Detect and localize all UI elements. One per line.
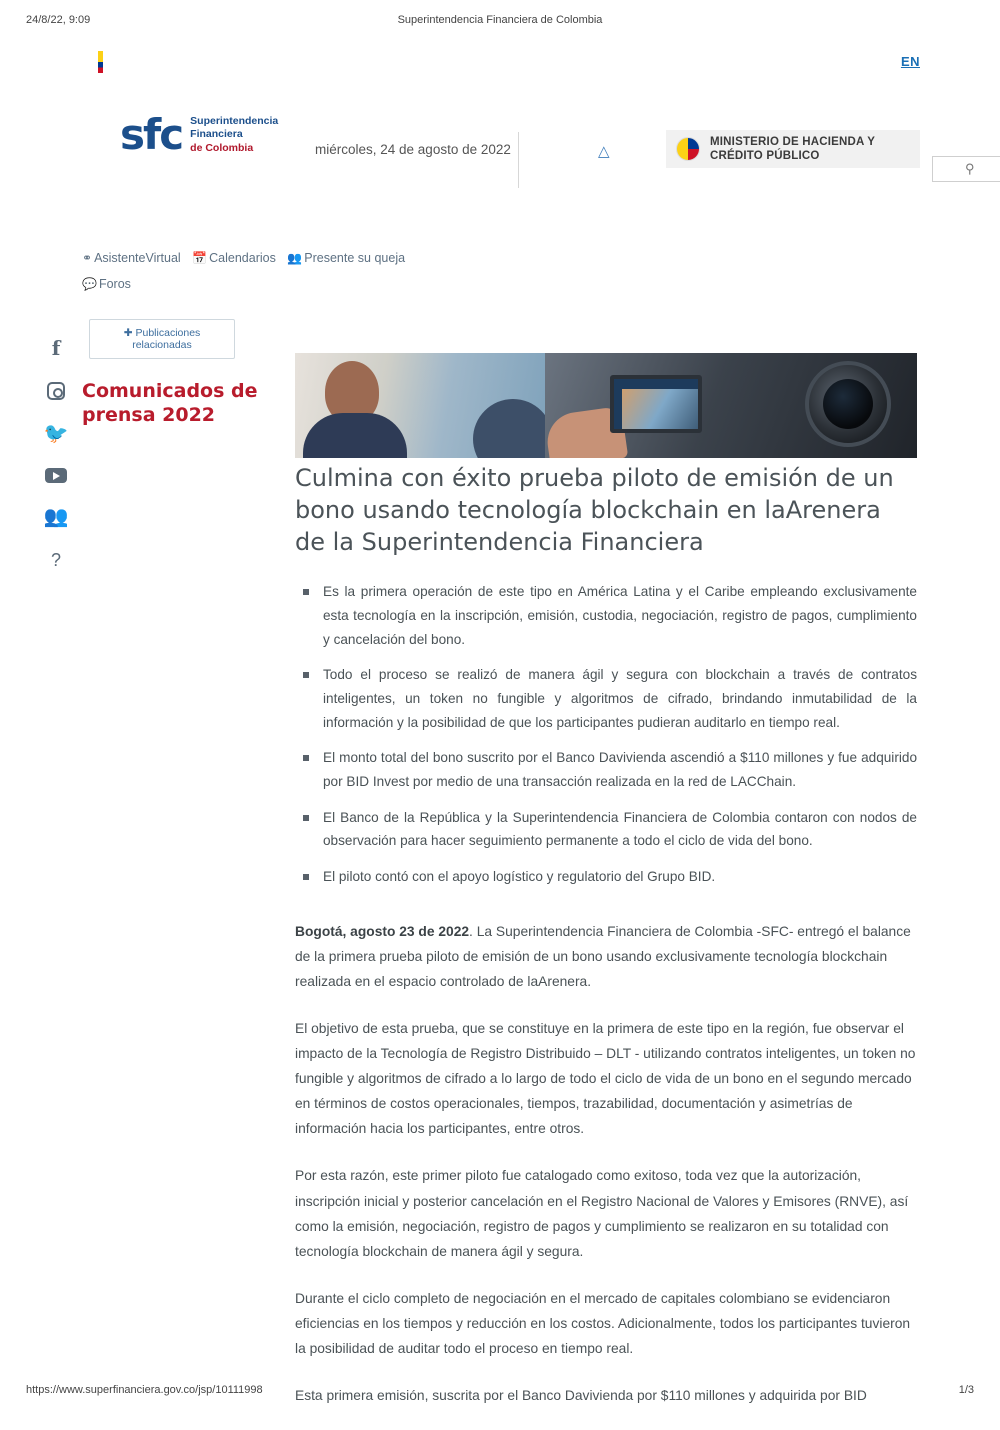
print-date: 24/8/22, 9:09 bbox=[26, 14, 91, 26]
print-footer bbox=[0, 1384, 1000, 1396]
ministry-banner[interactable] bbox=[666, 130, 920, 168]
sfc-logo[interactable] bbox=[120, 110, 279, 159]
header-divider bbox=[518, 132, 519, 188]
youtube-icon[interactable] bbox=[45, 468, 67, 483]
print-page-number: 1/3 bbox=[958, 1384, 974, 1396]
facebook-icon[interactable]: f bbox=[51, 336, 61, 360]
article-paragraph-4: Durante el ciclo completo de negociación en el mercado de capitales colombiano se evidenciaron eficiencias en los tiempos y reducción en los costos. Adicionalmente, todos los participantes tuvieron la posibilidad de auditar todo el proceso en tiempo real. bbox=[295, 1290, 911, 1357]
list-item: El piloto contó con el apoyo logístico y regulatorio del Grupo BID. bbox=[319, 865, 917, 889]
nav-label-calendarios: Calendarios bbox=[209, 251, 276, 265]
instagram-icon[interactable] bbox=[47, 382, 65, 400]
article-paragraph-5: Esta primera emisión, suscrita por el Banco Davivienda por $110 millones y adquirida por BID bbox=[295, 1388, 867, 1404]
ministry-seal-icon bbox=[676, 137, 700, 161]
article-paragraph-1 bbox=[295, 919, 917, 994]
list-item: El Banco de la República y la Superintendencia Financiera de Colombia contaron con nodos de observación para hacer seguimiento permanente a todo el ciclo de vida del bono. bbox=[319, 806, 917, 853]
ministry-label bbox=[710, 135, 875, 164]
nav-label-presente-su-queja: Presente su queja bbox=[304, 251, 406, 265]
location-icon: ⚭ bbox=[82, 251, 93, 265]
print-header bbox=[0, 14, 1000, 26]
twitter-icon[interactable]: 🐦 bbox=[43, 423, 69, 445]
sfc-logo-line1: Superintendencia bbox=[190, 115, 279, 128]
ministry-line-2: CRÉDITO PÚBLICO bbox=[710, 150, 820, 162]
sidebar-section-title: Comunicados de prensa 2022 bbox=[82, 380, 258, 426]
search-input[interactable] bbox=[932, 156, 1000, 182]
nav-item-foros[interactable] bbox=[82, 277, 131, 291]
top-language-bar bbox=[0, 46, 1000, 80]
related-publications-label: Publicaciones relacionadas bbox=[132, 327, 201, 351]
article-highlights bbox=[295, 580, 917, 888]
article-paragraph-3: Por esta razón, este primer piloto fue catalogado como exitoso, toda vez que la autorización, inscripción inicial y posterior cancelación en el Registro Nacional de Valores y Emisores (RNVE), así como la emisión, negociación, registro de pagos y cumplimiento se realizaron en su totalidad con tecnología blockchain de manera ágil y segura. bbox=[295, 1168, 909, 1259]
nav-label-foros: Foros bbox=[98, 276, 131, 291]
hero-camera-screen bbox=[610, 375, 702, 433]
site-header bbox=[0, 100, 1000, 192]
article-title: Culmina con éxito prueba piloto de emisión de un bono usando tecnología blockchain en laArenera de la Superintendencia Financiera bbox=[295, 464, 894, 557]
article-hero-image bbox=[295, 353, 917, 458]
help-icon[interactable]: ? bbox=[50, 550, 61, 570]
nav-item-calendarios[interactable] bbox=[192, 251, 276, 265]
print-url: https://www.superfinanciera.gov.co/jsp/10111998 bbox=[26, 1384, 263, 1396]
article-paragraph-2: El objetivo de esta prueba, que se constituye en la primera de este tipo en la región, fue observar el impacto de la Tecnología de Registro Distribuido – DLT - utilizando contratos inteligentes, un token no fungible y algoritmos de cifrado a lo largo de todo el ciclo de vida de un bono en el segundo mercado en términos de costos operacionales, tiempos, trazabilidad, documentación y asimetrías de información hacia los participantes, entre otros. bbox=[295, 1020, 916, 1137]
article-dateline: Bogotá, agosto 23 de 2022 bbox=[295, 923, 470, 939]
article-body bbox=[295, 919, 917, 1409]
hero-camera-lens-inner bbox=[823, 379, 873, 429]
utility-nav bbox=[82, 246, 582, 297]
plus-icon: ✚ bbox=[123, 327, 133, 339]
sfc-logo-line3: de Colombia bbox=[190, 141, 254, 154]
article bbox=[295, 462, 917, 1430]
colombia-flag-icon bbox=[98, 51, 103, 73]
print-doc-title: Superintendencia Financiera de Colombia bbox=[397, 14, 603, 26]
nav-item-presente-su-queja[interactable] bbox=[287, 251, 405, 265]
sfc-logo-words bbox=[190, 115, 278, 154]
social-rail bbox=[40, 338, 72, 569]
users-icon: 👥 bbox=[287, 251, 303, 265]
list-item: Todo el proceso se realizó de manera ágil y segura con blockchain a través de contratos inteligentes, un token no fungible y algoritmos de cifrado, brindando inmutabilidad de la información y la posibilidad de que los participantes pudieran auditarlo en tiempo real. bbox=[319, 663, 917, 734]
ministry-line-1: MINISTERIO DE HACIENDA Y bbox=[710, 135, 876, 148]
sfc-logo-mark: sfc bbox=[120, 110, 183, 159]
accessibility-icon[interactable]: △ bbox=[598, 143, 610, 160]
sfc-logo-line2: Financiera bbox=[190, 128, 243, 141]
search-icon: ⚲ bbox=[965, 161, 975, 176]
nav-label-asistente-virtual: AsistenteVirtual bbox=[94, 251, 181, 265]
header-current-date: miércoles, 24 de agosto de 2022 bbox=[315, 142, 511, 157]
list-item: Es la primera operación de este tipo en América Latina y el Caribe empleando exclusivamente esta tecnología en la inscripción, emisión, custodia, negociación, registro de pagos, cumplimiento y cancelación del bono. bbox=[319, 580, 917, 651]
calendar-icon: 📅 bbox=[192, 251, 208, 265]
list-item: El monto total del bono suscrito por el Banco Davivienda ascendió a $110 millones y fue adquirido por BID Invest por medio de una transacción realizada en la red de LACChain. bbox=[319, 746, 917, 793]
community-icon[interactable]: 👥 bbox=[43, 506, 69, 528]
nav-item-asistente-virtual[interactable] bbox=[82, 251, 181, 265]
related-publications-button[interactable] bbox=[89, 319, 235, 359]
article-paragraph-1-text: . La Superintendencia Financiera de Colombia -SFC- entregó el balance de la primera prueba piloto de emisión de un bono usando exclusivamente tecnología blockchain realizada en el espacio controlado de laArenera. bbox=[295, 923, 911, 989]
chat-icon: 💬 bbox=[82, 276, 97, 291]
language-switch-link[interactable]: EN bbox=[900, 54, 920, 69]
